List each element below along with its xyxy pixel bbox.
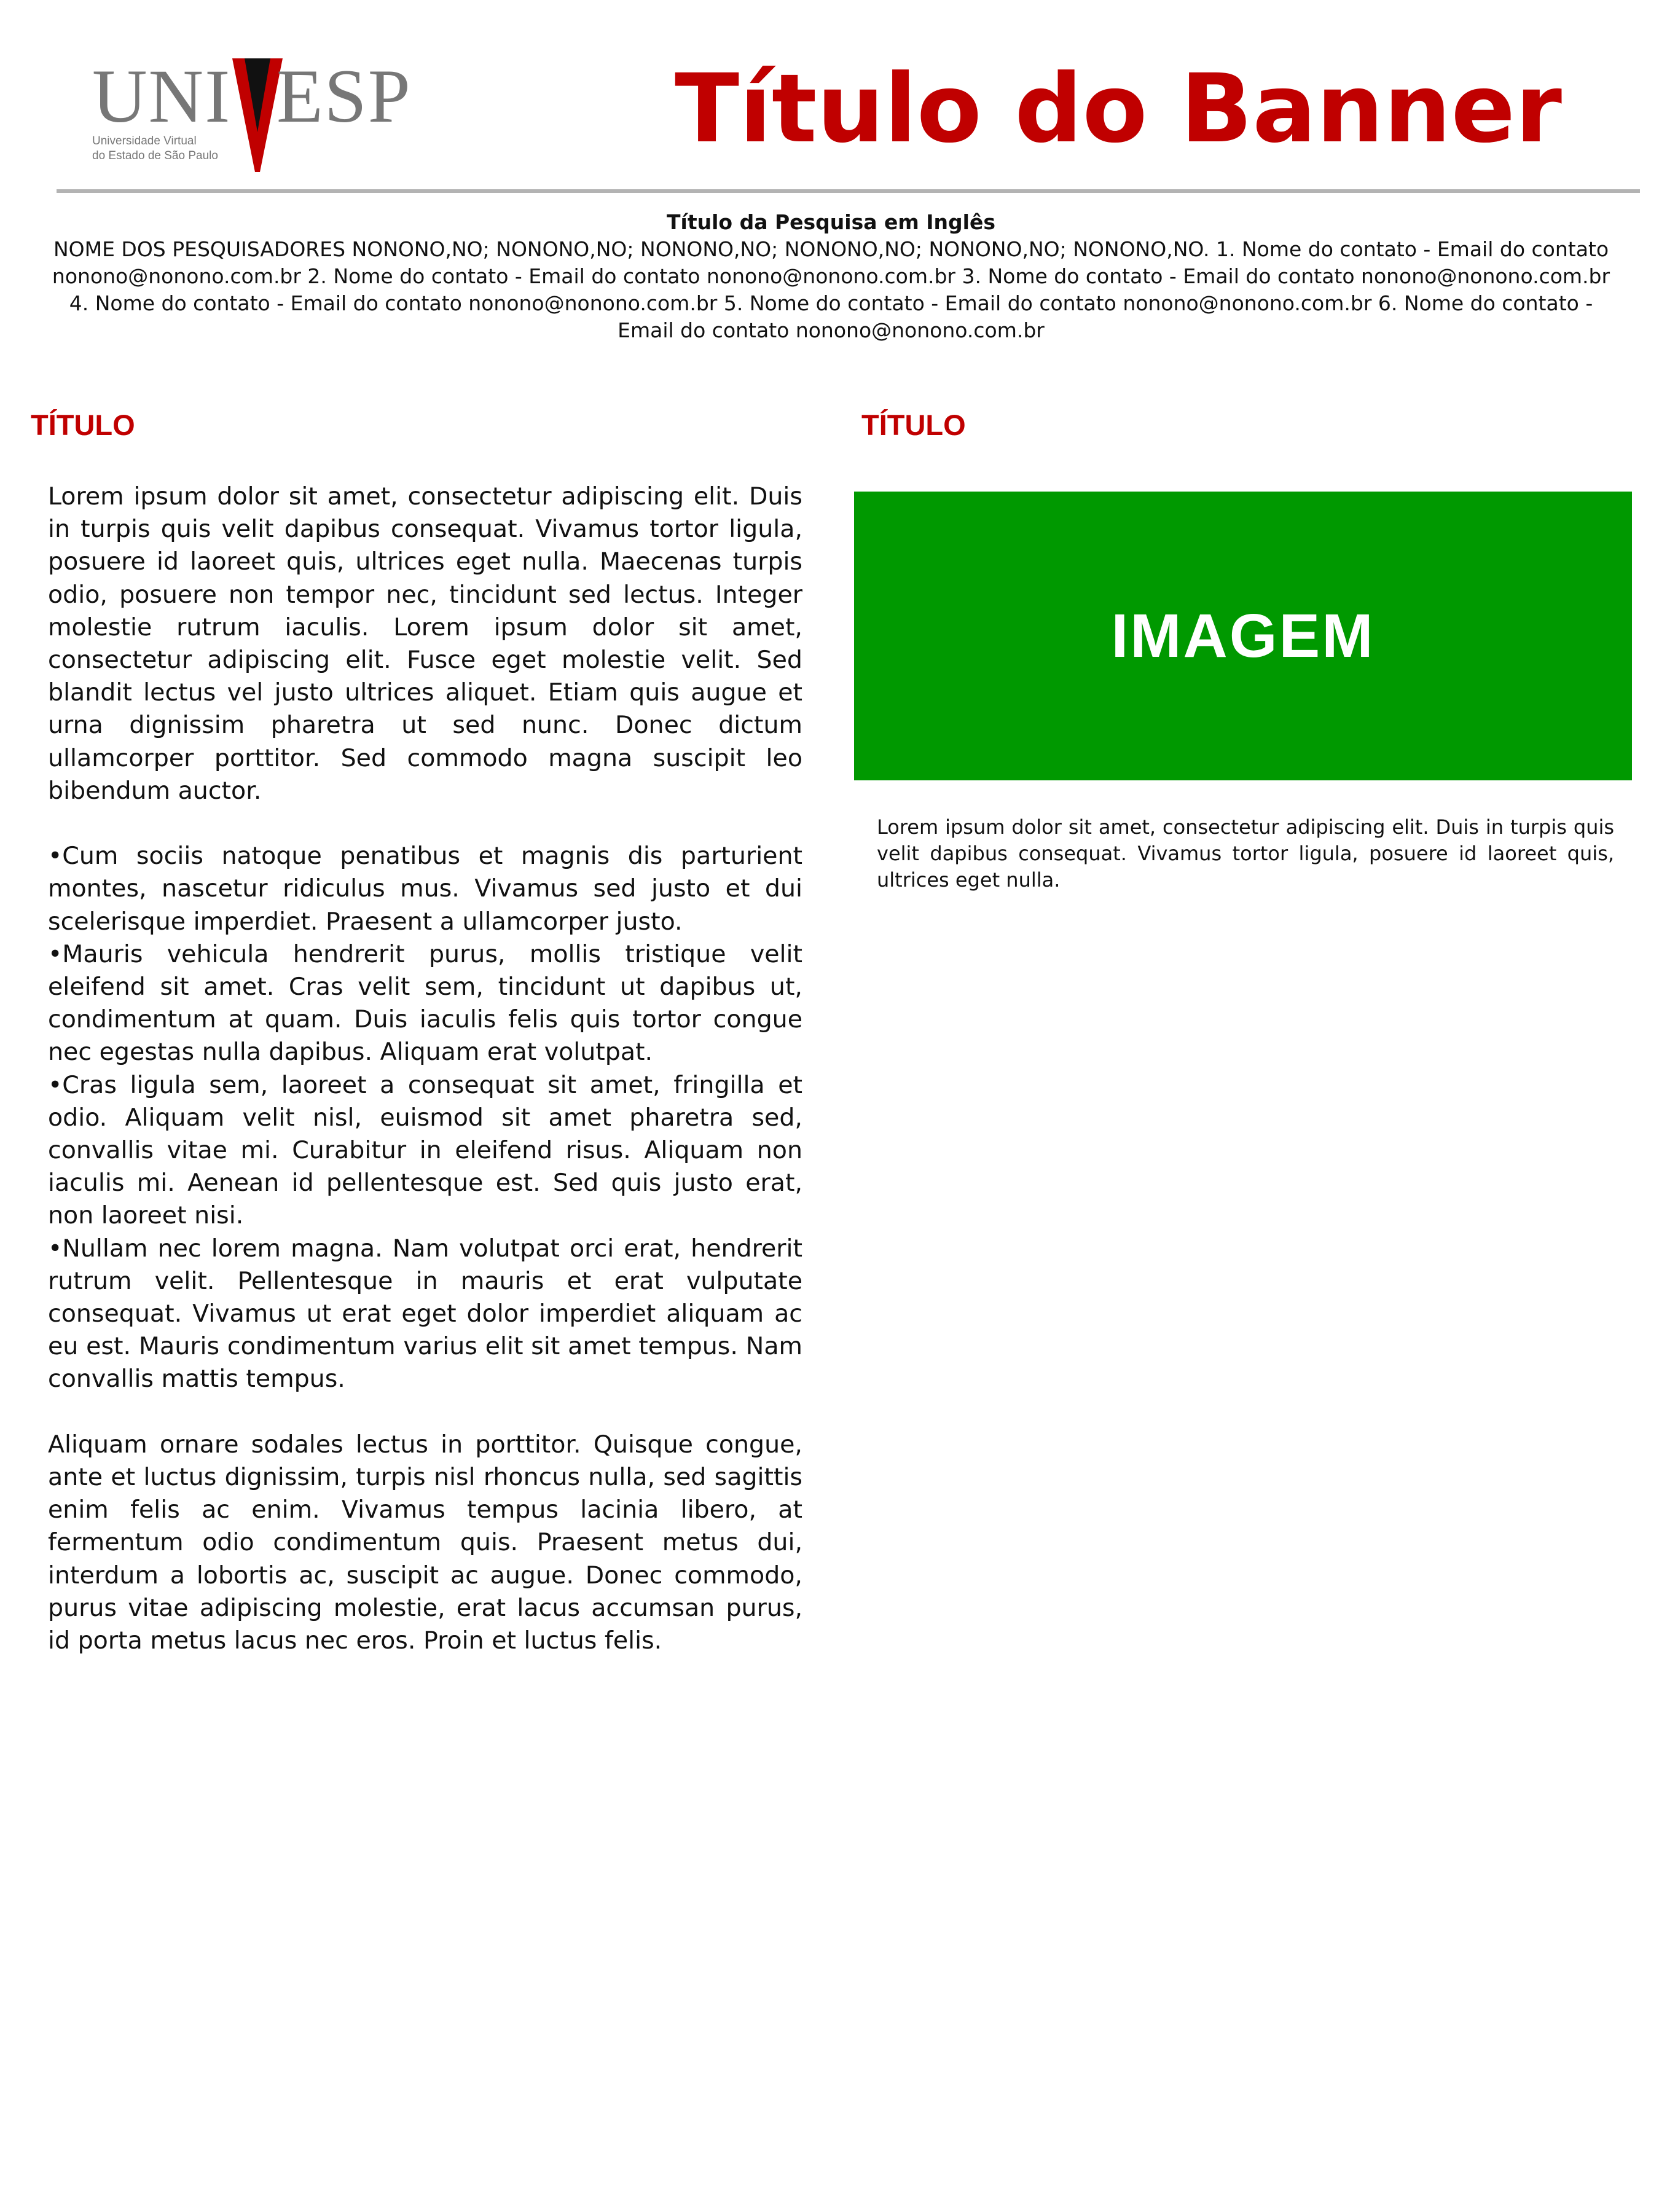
bullet-item: •Nullam nec lorem magna. Nam volutpat orci erat, hendrerit rutrum velit. Pellentesque in mauris et erat vulputate consequat. Vivamus ut erat eget dolor imperdiet aliquam ac eu est. Mauris condimentum varius elit sit amet tempus. Nam convallis mattis tempus. [48,1234,802,1394]
image-placeholder-label: IMAGEM [1111,601,1375,670]
paragraph-spacer [48,1396,802,1429]
left-section-title: TÍTULO [31,409,135,441]
bullet-item: •Cras ligula sem, laoreet a consequat sit amet, fringilla et odio. Aliquam velit nisl, euismod sit amet pharetra sed, convallis vitae mi. Curabitur in eleifend risus. Aliquam non iaculis mi. Aenean id pellentesque est. Sed quis justo erat, non laoreet nisi. [48,1070,802,1230]
intro-paragraph: Lorem ipsum dolor sit amet, consectetur adipiscing elit. Duis in turpis quis velit dapibus consequat. Vivamus tortor ligula, posuere id laoreet quis, ultrices eget nulla. Maecenas turpis odio, posuere non tempor nec, tincidunt sed lectus. Integer molestie rutrum iaculis. Lorem ipsum dolor sit amet, consectetur adipiscing elit. Fusce eget molestie velit. Sed blandit lectus vel justo ultrices aliquet. Etiam quis augue et urna dignissim pharetra ut sed nunc. Donec dictum ullamcorper porttitor. Sed commodo magna suscipit leo bibendum auctor. [48,482,802,805]
header-divider [57,189,1640,193]
logo-subtitle-line1: Universidade Virtual [92,135,197,147]
english-research-title: Título da Pesquisa em Inglês [667,210,995,234]
univesp-logo [92,54,412,175]
left-body-text [48,480,802,1657]
authors-and-contacts: NOME DOS PESQUISADORES NONONO,NO; NONONO,NO; NONONO,NO; NONONO,NO; NONONO,NO; NONONO,NO. 1. Nome do contato - Email do contato nonono@nonono.com.br 2. Nome do contato - Email do contato nonono@nonono.com.br 3. Nome do contato - Email do contato nonono@nonono.com.br 4. Nome do contato - Email do contato nonono@nonono.com.br 5. Nome do contato - Email do contato nonono@nonono.com.br 6. Nome do contato - Email do contato nonono@nonono.com.br [52,237,1610,342]
logo-text-esp: ESP [276,54,412,138]
header-info [49,209,1613,344]
logo-text-uni: UNI [92,54,232,138]
closing-paragraph: Aliquam ornare sodales lectus in porttitor. Quisque congue, ante et luctus dignissim, turpis nisl rhoncus nulla, sed sagittis enim felis ac enim. Vivamus tempus lacinia libero, at fermentum odio condimentum quis. Praesent metus dui, interdum a lobortis ac, suscipit ac augue. Donec commodo, purus vitae adipiscing molestie, erat lacus accumsan purus, id porta metus lacus nec eros. Proin et luctus felis. [48,1430,802,1655]
paragraph-spacer [48,807,802,840]
right-section-title: TÍTULO [861,409,966,441]
image-placeholder [854,492,1632,780]
bullet-item: •Cum sociis natoque penatibus et magnis dis parturient montes, nascetur ridiculus mus. Vivamus sed justo et dui scelerisque imperdiet. Praesent a ullamcorper justo. [48,842,802,936]
logo-subtitle-line2: do Estado de São Paulo [92,149,218,162]
bullet-item: •Mauris vehicula hendrerit purus, mollis tristique velit eleifend sit amet. Cras velit sem, tincidunt ut dapibus ut, condimentum at quam. Duis iaculis felis quis tortor congue nec egestas nulla dapibus. Aliquam erat volutpat. [48,939,802,1067]
logo-v-mark-icon [232,58,283,172]
image-caption: Lorem ipsum dolor sit amet, consectetur adipiscing elit. Duis in turpis quis velit dapibus consequat. Vivamus tortor ligula, posuere id laoreet quis, ultrices eget nulla. [877,815,1614,892]
banner-title: Título do Banner [675,54,1562,164]
